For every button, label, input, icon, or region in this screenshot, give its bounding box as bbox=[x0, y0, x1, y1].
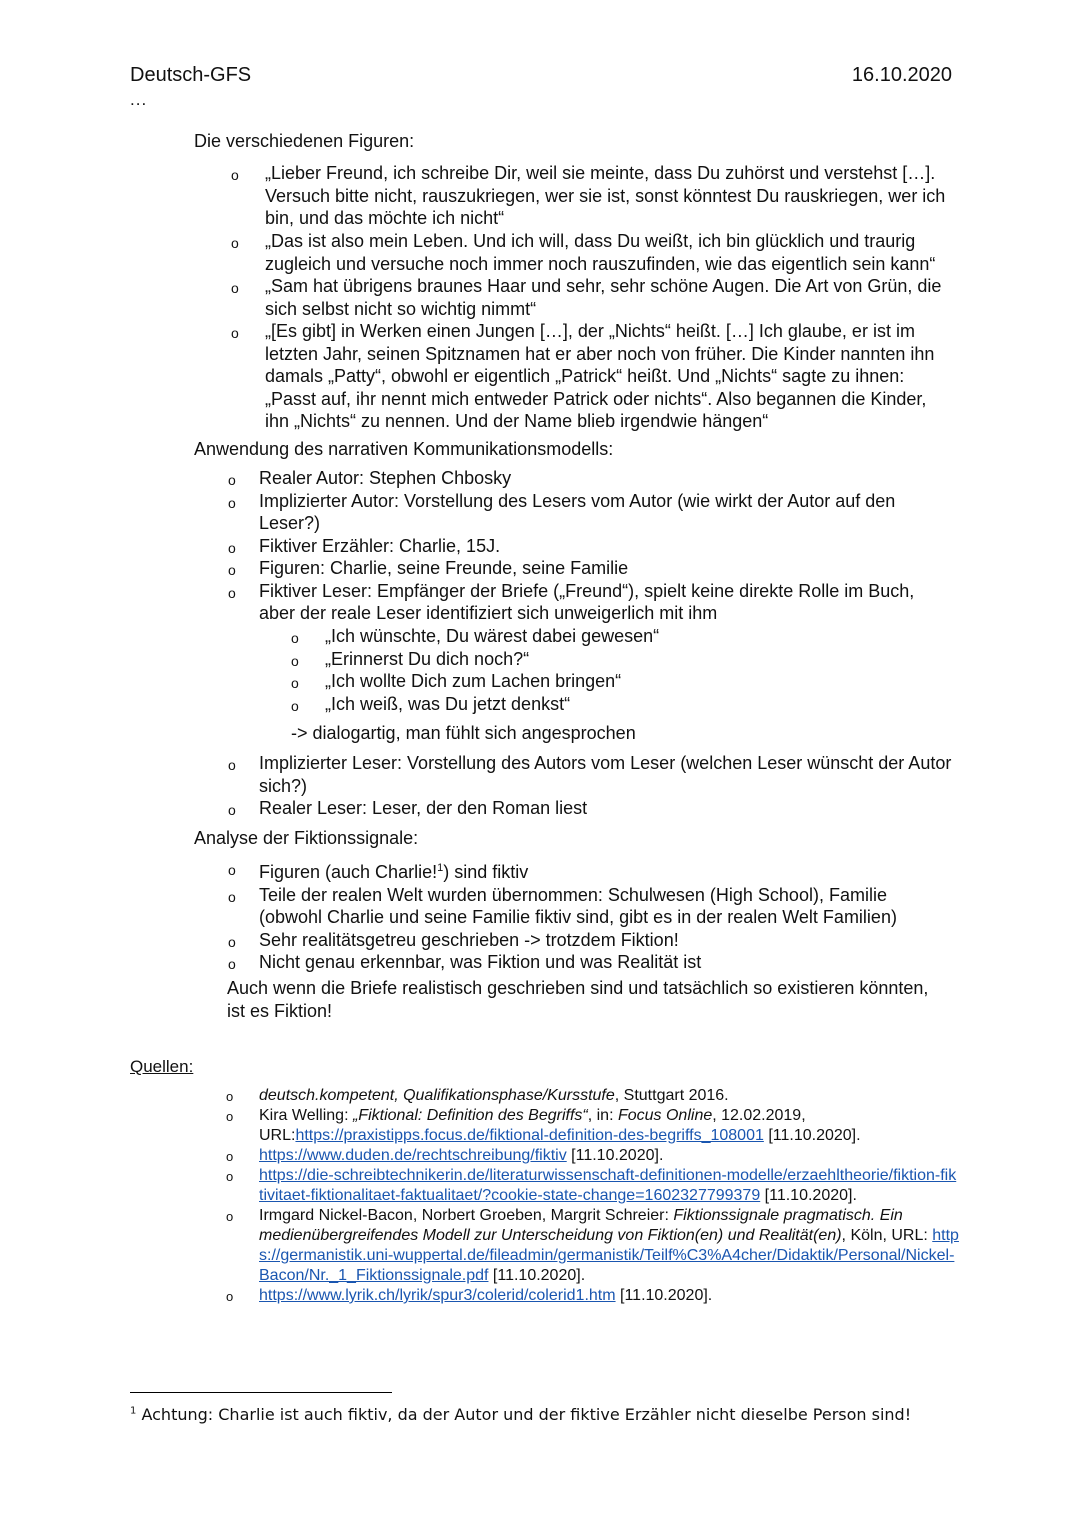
bullet-icon: o bbox=[228, 757, 236, 773]
bullet-icon: o bbox=[228, 802, 236, 818]
source-item: o Kira Welling: „Fiktional: Definition des Begriffs“, in: Focus Online, 12.02.2019, URL:https://praxistipps.focus.de/fiktional-definition-des-begriffs_108001 [11.10.2020]. bbox=[226, 1107, 861, 1144]
bullet-icon: o bbox=[231, 167, 239, 183]
list-item: o „[Es gibt] in Werken einen Jungen […], der „Nichts“ heißt. […] Ich glaube, er ist im letzten Jahr, seinen Spitznamen hat er aber noch von früher. Die Kinder nannten ihn damals „Patty“, obwohl er eigentlich „Patrick“ heißt. Und „Nichts“ sagte zu ihnen: „Passt auf, ihr nennt mich entweder Patrick oder nichts“. Also begannen die Kinder, ihn „Nichts“ zu nennen. Und der Name blieb irgendwie hängen“ bbox=[231, 321, 935, 431]
bullet-icon: o bbox=[226, 1289, 234, 1304]
source-link[interactable]: https://www.lyrik.ch/lyrik/spur3/colerid/colerid1.htm bbox=[259, 1287, 616, 1304]
sources-title: Quellen: bbox=[130, 1057, 194, 1076]
bullet-icon: o bbox=[228, 862, 236, 878]
list-item: o Sehr realitätsgetreu geschrieben -> trotzdem Fiktion! bbox=[259, 929, 939, 952]
bullet-icon: o bbox=[228, 888, 236, 905]
source-link[interactable]: https://germanistik.uni-wuppertal.de/fileadmin/germanistik/Teilf%C3%A4cher/Didaktik/Personal/Nickel-Bacon/Nr._1_Fiktionssignale.pdf bbox=[259, 1227, 959, 1284]
section-heading-modell: Anwendung des narrativen Kommunikationsmodells: bbox=[194, 439, 614, 459]
footnote-divider bbox=[130, 1392, 392, 1393]
source-item: o https://die-schreibtechnikerin.de/literaturwissenschaft-definitionen-modelle/erzaehltheorie/fiktion-fiktivitaet-fiktionalitaet-faktualitaet/?cookie-state-change=1602327799379 [11.10.2020]. bbox=[226, 1167, 957, 1204]
header-title: Deutsch-GFS bbox=[130, 64, 252, 86]
footnote-mark: 1 bbox=[130, 1405, 137, 1417]
bullet-icon: o bbox=[228, 562, 236, 578]
list-item: o Nicht genau erkennbar, was Fiktion und was Realität ist bbox=[259, 951, 939, 974]
bullet-icon: o bbox=[231, 235, 239, 251]
list-item: o Fiktiver Erzähler: Charlie, 15J. bbox=[259, 535, 929, 558]
conclusion-text: Auch wenn die Briefe realistisch geschrieben sind und tatsächlich so existieren könnten, ist es Fiktion! bbox=[227, 978, 929, 1021]
list-item: o Realer Leser: Leser, der den Roman liest bbox=[259, 797, 959, 820]
bullet-icon: o bbox=[226, 1149, 234, 1164]
source-item: o https://www.lyrik.ch/lyrik/spur3/colerid/colerid1.htm [11.10.2020]. bbox=[259, 1286, 959, 1306]
source-item: o https://www.duden.de/rechtschreibung/fiktiv [11.10.2020]. bbox=[259, 1146, 959, 1166]
bullet-icon: o bbox=[291, 652, 299, 669]
bullet-icon: o bbox=[291, 630, 299, 646]
header-date: 16.10.2020 bbox=[851, 64, 952, 86]
header-ellipsis: ... bbox=[130, 90, 148, 109]
list-item: o „Lieber Freund, ich schreibe Dir, weil sie meinte, dass Du zuhörst und verstehst […]. Versuch bitte nicht, rauszukriegen, wer sie ist, sonst könntest Du rauskriegen, wer ich bin, und das möchte ich nicht“ bbox=[231, 163, 946, 228]
bullet-icon: o bbox=[228, 472, 236, 488]
dialog-note: -> dialogartig, man fühlt sich angesprochen bbox=[291, 723, 636, 743]
bullet-icon: o bbox=[228, 584, 236, 601]
modell-list-2 bbox=[228, 752, 959, 820]
list-item: o Teile der realen Welt wurden übernommen: Schulwesen (High School), Familie (obwohl Charlie und seine Familie fiktiv sind, gibt es in der realen Welt Familien) bbox=[228, 884, 897, 927]
bullet-icon: o bbox=[226, 1109, 234, 1124]
bullet-icon: o bbox=[228, 539, 236, 556]
list-item: o „Ich weiß, was Du jetzt denkst“ bbox=[325, 693, 925, 716]
bullet-icon: o bbox=[226, 1169, 234, 1184]
bullet-icon: o bbox=[291, 697, 299, 714]
bullet-icon: o bbox=[228, 956, 236, 972]
list-item: o „Ich wünschte, Du wärest dabei gewesen“ bbox=[325, 625, 925, 648]
modell-list bbox=[228, 467, 929, 625]
source-link[interactable]: https://www.duden.de/rechtschreibung/fiktiv bbox=[259, 1147, 567, 1164]
signale-list bbox=[228, 857, 939, 974]
modell-sublist bbox=[291, 625, 925, 715]
bullet-icon: o bbox=[228, 494, 236, 511]
section-heading-signale: Analyse der Fiktionssignale: bbox=[194, 828, 419, 848]
bullet-icon: o bbox=[228, 933, 236, 950]
source-item: o deutsch.kompetent, Qualifikationsphase/Kursstufe, Stuttgart 2016. bbox=[259, 1086, 959, 1106]
list-item: o Fiktiver Leser: Empfänger der Briefe („Freund“), spielt keine direkte Rolle im Buch, aber der reale Leser identifiziert sich unweigerlich mit ihm bbox=[228, 580, 915, 623]
list-item: o Implizierter Leser: Vorstellung des Autors vom Leser (welchen Leser wünscht der Autor sich?) bbox=[228, 753, 952, 796]
bullet-icon: o bbox=[291, 675, 299, 691]
source-link[interactable]: https://praxistipps.focus.de/fiktional-definition-des-begriffs_108001 bbox=[295, 1127, 764, 1144]
list-item: o „Das ist also mein Leben. Und ich will, dass Du weißt, ich bin glücklich und traurig zugleich und versuche noch immer noch rauszufinden, wie das eigentlich sein kann“ bbox=[231, 231, 936, 274]
bullet-icon: o bbox=[231, 280, 239, 296]
list-item: o Realer Autor: Stephen Chbosky bbox=[259, 467, 929, 490]
footnote-ref[interactable]: 1 bbox=[437, 862, 444, 874]
sources-list bbox=[226, 1086, 959, 1306]
list-item: o „Erinnerst Du dich noch?“ bbox=[325, 648, 925, 671]
bullet-icon: o bbox=[226, 1209, 234, 1224]
list-item: o „Ich wollte Dich zum Lachen bringen“ bbox=[325, 670, 925, 693]
source-link[interactable]: https://die-schreibtechnikerin.de/literaturwissenschaft-definitionen-modelle/erzaehltheorie/fiktion-fiktivitaet-fiktionalitaet-faktualitaet/?cookie-state-change=1602327799379 bbox=[259, 1167, 957, 1204]
list-item: o „Sam hat übrigens braunes Haar und sehr, sehr schöne Augen. Die Art von Grün, die sich selbst nicht so wichtig nimmt“ bbox=[231, 276, 942, 319]
list-item: o Figuren: Charlie, seine Freunde, seine Familie bbox=[259, 557, 929, 580]
section-heading-figuren: Die verschiedenen Figuren: bbox=[194, 131, 415, 151]
bullet-icon: o bbox=[231, 325, 239, 341]
list-item: o Implizierter Autor: Vorstellung des Lesers vom Autor (wie wirkt der Autor auf den Leser?) bbox=[228, 490, 896, 533]
source-item: o Irmgard Nickel-Bacon, Norbert Groeben, Margrit Schreier: Fiktionssignale pragmatisch. Ein medienübergreifendes Modell zur Unterscheidung von Fiktion(en) und Realität(en), Köln, URL: https://germanistik.uni-wuppertal.de/fileadmin/germanistik/Teilf%C3%A4cher/Didaktik/Personal/Nickel-Bacon/Nr._1_Fiktionssignale.pdf [11.10.2020]. bbox=[226, 1207, 959, 1284]
list-item: o Figuren (auch Charlie!$^1$) sind fiktiv bbox=[259, 857, 939, 884]
figuren-quote-list bbox=[231, 162, 955, 433]
bullet-icon: o bbox=[226, 1089, 234, 1104]
footnote: $^1$ Achtung: Charlie ist auch fiktiv, da der Autor und der fiktive Erzähler nicht dieselbe Person sind! bbox=[130, 1405, 912, 1424]
